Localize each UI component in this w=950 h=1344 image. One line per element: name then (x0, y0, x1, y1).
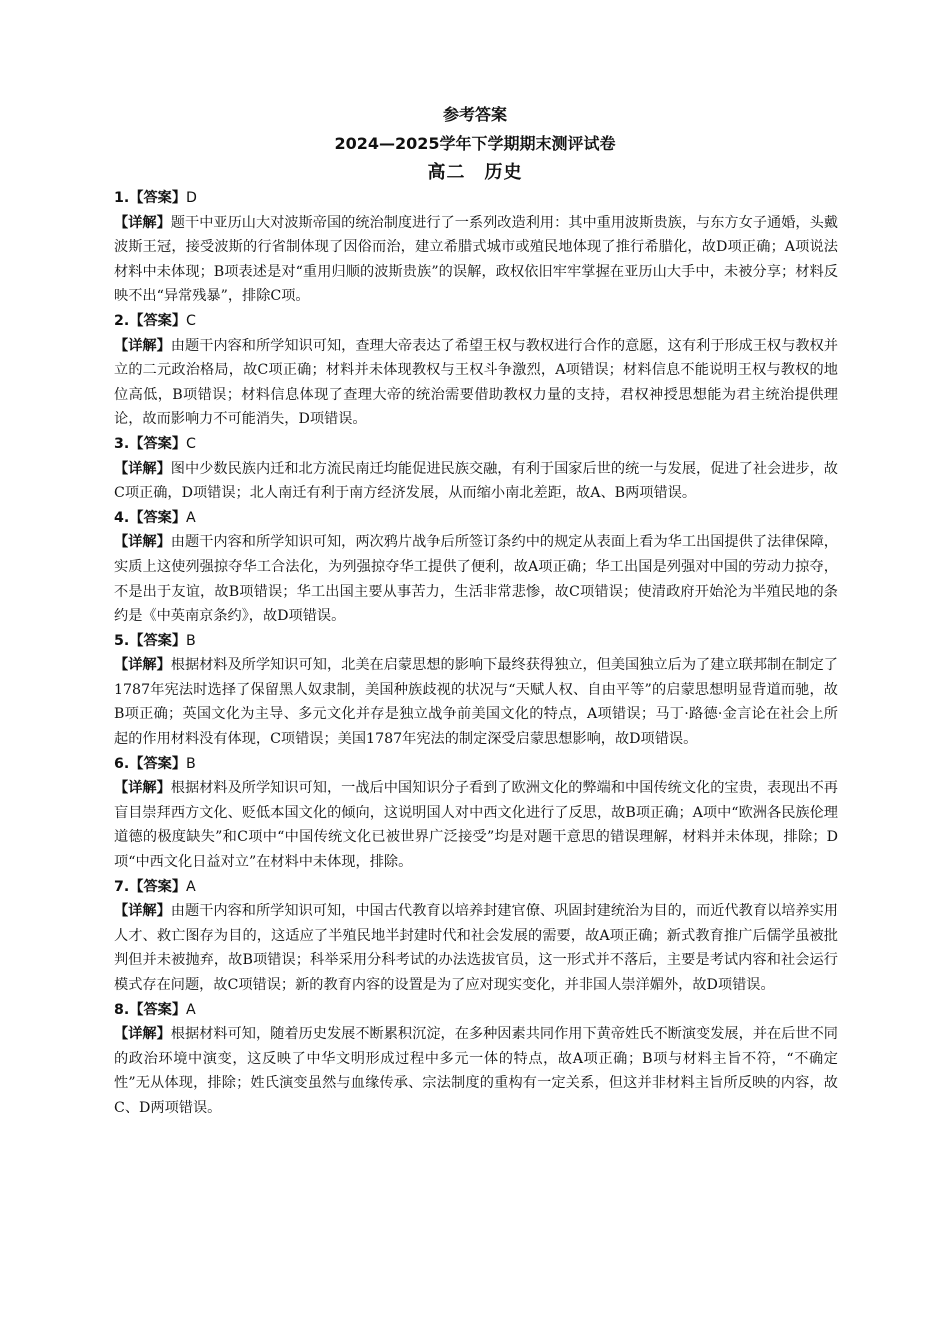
question-number: 8. (114, 1001, 130, 1018)
question-block (114, 752, 838, 875)
answer-line (114, 752, 838, 777)
answer-value: A (186, 878, 196, 895)
detail-paragraph (114, 211, 838, 309)
detail-paragraph (114, 776, 838, 874)
answer-line (114, 432, 838, 457)
detail-tag: 【详解】 (114, 214, 171, 231)
detail-text: 根据材料及所学知识可知，一战后中国知识分子看到了欧洲文化的弊端和中国传统文化的宝贵，表现出不再盲目崇拜西方文化、贬低本国文化的倾向，这说明国人对中西文化进行了反思，故B项正确；A项中“欧洲各民族伦理道德的极度缺失”和C项中“中国传统文化已被世界广泛接受”均是对题干意思的错误理解，材料并未体现，排除；D项“中西文化日益对立”在材料中未体现，排除。 (114, 780, 838, 871)
answer-line (114, 186, 838, 211)
detail-tag: 【详解】 (114, 460, 171, 477)
answer-value: B (186, 632, 196, 649)
detail-tag: 【详解】 (114, 1026, 171, 1043)
detail-tag: 【详解】 (114, 903, 171, 920)
detail-paragraph (114, 899, 838, 997)
question-number: 2. (114, 312, 130, 329)
detail-text: 图中少数民族内迁和北方流民南迁均能促进民族交融，有利于国家后世的统一与发展，促进了社会进步，故C项正确，D项错误；北人南迁有利于南方经济发展，从而缩小南北差距，故A、B两项错误。 (114, 460, 838, 502)
question-block (114, 186, 838, 309)
answer-tag: 【答案】 (129, 312, 187, 329)
detail-tag: 【详解】 (114, 780, 171, 797)
detail-text: 由题干内容和所学知识可知，两次鸦片战争后所签订条约中的规定从表面上看为华工出国提供了法律保障，实质上这使列强掠夺华工合法化，为列强掠夺华工提供了便利，故A项正确；华工出国是列强对中国的劳动力掠夺，不是出于友谊，故B项错误；华工出国主要从事苦力，生活非常悲惨，故C项错误；使清政府开始沦为半殖民地的条约是《中英南京条约》，故D项错误。 (114, 534, 838, 625)
answer-tag: 【答案】 (129, 878, 187, 895)
detail-text: 根据材料及所学知识可知，北美在启蒙思想的影响下最终获得独立，但美国独立后为了建立联邦制在制定了1787年宪法时选择了保留黑人奴隶制，美国种族歧视的状况与“天赋人权、自由平等”的启蒙思想明显背道而驰，故B项正确；英国文化为主导、多元文化并存是独立战争前美国文化的特点，A项错误；马丁·路德·金言论在社会上所起的作用材料没有体现，C项错误；美国1787年宪法的制定深受启蒙思想影响，故D项错误。 (114, 657, 838, 748)
question-number: 1. (114, 190, 130, 206)
answer-value: A (186, 509, 196, 526)
answer-line (114, 309, 838, 334)
detail-text: 由题干内容和所学知识可知，中国古代教育以培养封建官僚、巩固封建统治为目的，而近代教育以培养实用人才、救亡图存为目的，这适应了半殖民地半封建时代和社会发展的需要，故A项正确；新式教育推广后儒学虽被批判但并未被抛弃，故B项错误；科举采用分科考试的办法选拔官员，这一形式并不落后，主要是考试内容和社会运行模式存在问题，故C项错误；新的教育内容的设置是为了应对现实变化，并非国人崇洋媚外，故D项错误。 (114, 903, 838, 993)
question-block (114, 432, 838, 506)
answer-line (114, 875, 838, 900)
detail-paragraph (114, 653, 838, 751)
answer-tag: 【答案】 (129, 632, 187, 649)
detail-text: 题干中亚历山大对波斯帝国的统治制度进行了一系列改造利用：其中重用波斯贵族，与东方女子通婚，头戴波斯王冠，接受波斯的行省制体现了因俗而治，建立希腊式城市或殖民地体现了推行希腊化，故D项正确；A项说法材料中未体现；B项表述是对“重用归顺的波斯贵族”的误解，政权依旧牢牢掌握在亚历山大手中，未被分享；材料反映不出“异常残暴”，排除C项。 (114, 214, 838, 305)
doc-heading-grade-subject: 高二 历史 (427, 162, 523, 183)
detail-text: 根据材料可知，随着历史发展不断累积沉淀，在多种因素共同作用下黄帝姓氏不断演变发展，并在后世不同的政治环境中演变，这反映了中华文明形成过程中多元一体的特点，故A项正确；B项与材料主旨不符，“不确定性”无从体现，排除；姓氏演变虽然与血缘传承、宗法制度的重构有一定关系，但这并非材料主旨所反映的内容，故C、D两项错误。 (114, 1026, 838, 1116)
doc-heading-exam-title: 2024—2025学年下学期期末测评试卷 (334, 134, 616, 153)
answer-tag: 【答案】 (129, 435, 187, 452)
question-number: 5. (114, 632, 130, 649)
question-block (114, 309, 838, 432)
answer-tag: 【答案】 (129, 509, 187, 526)
question-block (114, 506, 838, 629)
question-number: 3. (114, 435, 130, 452)
detail-paragraph (114, 1022, 838, 1120)
question-number: 7. (114, 878, 130, 895)
answer-line (114, 506, 838, 531)
answer-tag: 【答案】 (129, 1001, 187, 1018)
question-number: 4. (114, 509, 130, 526)
answer-value: C (186, 435, 196, 452)
question-block (114, 998, 838, 1121)
detail-tag: 【详解】 (114, 534, 171, 551)
answer-tag: 【答案】 (129, 755, 187, 772)
question-block (114, 875, 838, 998)
detail-tag: 【详解】 (114, 657, 171, 674)
answer-value: C (186, 312, 196, 329)
answer-tag: 【答案】 (129, 190, 187, 206)
doc-heading-answer-key: 参考答案 (442, 105, 507, 124)
answer-value: D (186, 190, 197, 206)
detail-text: 由题干内容和所学知识可知，查理大帝表达了希望王权与教权进行合作的意愿，这有利于形成王权与教权并立的二元政治格局，故C项正确；材料并未体现教权与王权斗争激烈，A项错误；材料信息不能说明王权与教权的地位高低，B项错误；材料信息体现了查理大帝的统治需要借助教权力量的支持，君权神授思想能为君主统治提供理论，故而影响力不可能消失，D项错误。 (114, 337, 838, 428)
answer-line (114, 998, 838, 1023)
detail-paragraph (114, 334, 838, 432)
answer-value: B (186, 755, 196, 772)
question-block (114, 629, 838, 752)
answer-value: A (186, 1001, 196, 1018)
question-number: 6. (114, 755, 130, 772)
answer-line (114, 629, 838, 654)
detail-paragraph (114, 457, 838, 506)
answer-list (114, 186, 838, 1121)
detail-tag: 【详解】 (114, 337, 171, 354)
detail-paragraph (114, 530, 838, 628)
